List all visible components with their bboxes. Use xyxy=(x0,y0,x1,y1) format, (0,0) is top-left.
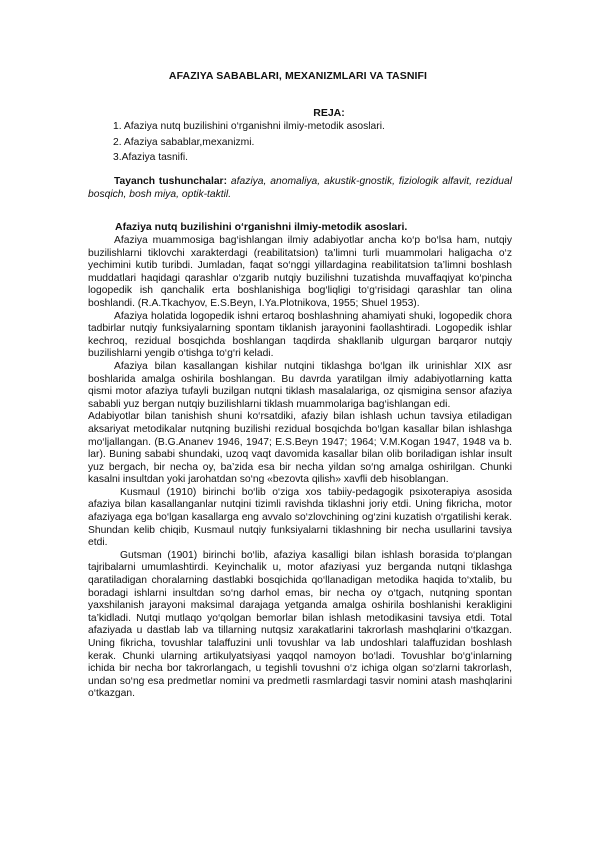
plan-list xyxy=(113,121,513,168)
plan-item: 3.Afaziya tasnifi. xyxy=(113,152,188,163)
paragraph: Kusmaul (1910) birinchi bo‘lib o‘ziga xos tabiiy-pedagogik psixoterapiya asosida afaziya bilan kasallanganlar nutqini tizimli ravishda tiklashni joriy etdi. Uning fikricha, motor afaziyaga ega bo‘lgan kasallarga eng avvalo so‘zlovchining og‘zini kuzatish o‘rgatilishi kerak. Shundan kelib chiqib, Kusmaul nutqiy funksiyalarni tiklashning bir necha usullarini tavsiya etdi. xyxy=(88,486,512,549)
plan-item: 1. Afaziya nutq buzilishini o‘rganishni ilmiy-metodik asoslari. xyxy=(113,121,385,132)
paragraph: Afaziya bilan kasallangan kishilar nutqini tiklashga bo‘lgan ilk urinishlar XIX asr boshlarida amalga oshirila boshlangan. Bu davrda yaratilgan ilmiy adabiyotlarning katta qismi motor afaziya tufayli buzilgan nutqni tiklash masalalariga, oz qismigina sensor afaziya sababli yuz bergan nutqiy buzilishlarni tiklash muammolariga bag‘ishlangan edi. xyxy=(88,360,512,410)
key-terms xyxy=(88,176,512,201)
plan-item: 2. Afaziya sabablar,mexanizmi. xyxy=(113,136,255,148)
body-text xyxy=(88,235,512,701)
paragraph: Gutsman (1901) birinchi bo‘lib, afaziya kasalligi bilan ishlash borasida to‘plangan tajribalarni umumlashtirdi. Keyinchalik u, motor afaziyasi yuz berganda nutqni tiklashga qaratiladigan choralarning dastlabki bosqichida qo‘llanadigan metodika haqida to‘xtalib, bu boradagi ishlarni insultdan so‘ng darhol emas, bir necha oy o‘tgach, nutqning spontan yaxshilanish jarayoni maksimal darajaga yetganda amalga oshirila boshlanishi kerakligini ta’kidladi. Nutqi mutlaqo yo‘qolgan bemorlar bilan ishlash metodikasini tavsiya etdi. Total afaziyada u dastlab lab va tillarning nutqsiz xarakatlarini takrorlash mashqlarini o‘tkazgan. Uning fikricha, tovushlar talaffuzini unli tovushlar va lab undoshlari talaffuzidan boshlash kerak. Chunki ularning artikulyatsiyasi yaqqol namoyon bo‘ladi. Tovushlar bo‘g‘inlarning ichida bir necha bor takrorlangach, u tegishli tovushni o‘z ichiga olgan so‘zlarni takrorlash, undan so‘ng esa predmetlar nomini va predmetli rasmlardagi tasvir nomini atash mashqlarini o‘tkazgan. xyxy=(88,549,512,700)
paragraph: Afaziya muammosiga bag‘ishlangan ilmiy adabiyotlar ancha ko‘p bo‘lsa ham, nutqiy buzilishlarni tiklovchi xarakterdagi (reabilitatsion) ta’limni turli muammolari haligacha o‘z yechimini kutib turibdi. Jumladan, faqat so‘nggi yillardagina reabilitatsion ta’limni boshlash muddatlari haqidagi qarashlar o‘zgarib nutqiy buzilishni tuzatishda muvaffaqiyat ko‘pincha logopedik ish qanchalik erta boshlanishiga bog‘liqligi to‘g‘risidagi qarashlar tan olina boshlandi. (R.A.Tkachyov, E.S.Beyn, I.Ya.Plotnikova, 1955; Shuel 1953). xyxy=(88,235,512,309)
page-title: AFAZIYA SABABLARI, MEXANIZMLARI VA TASNIFI xyxy=(168,70,428,82)
section-heading: Afaziya nutq buzilishini o‘rganishni ilmiy-metodik asoslari. xyxy=(115,221,408,233)
key-terms-label: Tayanch tushunchalar: xyxy=(114,176,227,187)
key-terms-text: afaziya, anomaliya, akustik-gnostik, fiziologik alfavit, rezidual bosqich, bosh miya, optik-taktil. xyxy=(88,176,512,200)
paragraph: Adabiyotlar bilan tanishish shuni ko‘rsatdiki, afaziy bilan ishlash uchun tavsiya etiladigan aksariyat metodikalar nutqning buzilishi rezidual bosqichda bo‘lgan kasallar bilan ishlashga mo‘ljallangan. (B.G.Ananev 1946, 1947; E.S.Beyn 1947; 1964; V.M.Kogan 1947, 1948 va b. lar). Buning sababi shundaki, uzoq vaqt davomida kasallar bilan olib boriladigan ishlar insult yuz bergach, bir necha oy, ba’zida esa bir necha yildan so‘ng amalga oshirilgan. Chunki kasalni insultdan yoki jarohatdan so‘ng «bezovta qilish» xavfli deb hisoblangan. xyxy=(88,411,512,486)
plan-heading: REJA: xyxy=(313,107,345,119)
paragraph: Afaziya holatida logopedik ishni ertaroq boshlashning ahamiyati shuki, logopedik chora tadbirlar nutqiy funksiyalarning spontam tiklanish jarayonini faollashtiradi. Logopedik ishlar kechroq, rezidual bosqichda boshlangan taqdirda shakllanib ulgurgan barqaror nutqiy buzilishlarni yengib o‘tishga to‘g‘ri keladi. xyxy=(88,310,512,360)
